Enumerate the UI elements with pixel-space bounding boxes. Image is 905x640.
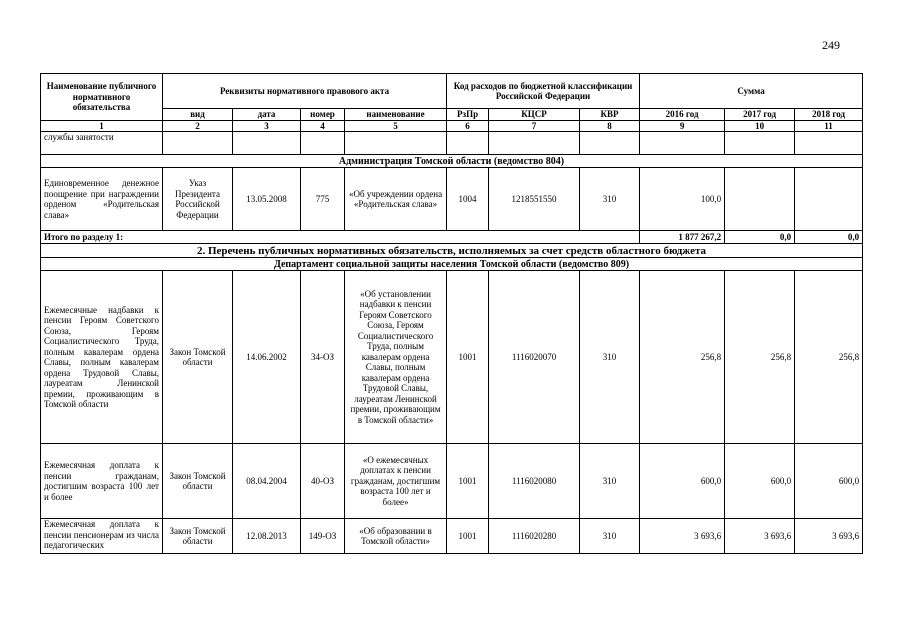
row-2-title: «О ежемесячных доплатах к пенсии гражданам, достигшим возраста 100 лет и более» [345,444,447,519]
total-row [41,231,863,244]
total-2017: 0,0 [725,231,795,244]
row-2-kcsr: 1116020080 [489,444,580,519]
row-3-rzpr: 1001 [447,519,489,554]
total-2018: 0,0 [795,231,863,244]
col-num-9: 9 [640,120,725,132]
header-type: вид [163,109,233,121]
header-name: Наименование публичного нормативного обязательства [41,74,163,121]
col-num-4: 4 [301,120,345,132]
row-1-name: Ежемесячные надбавки к пенсии Героям Советского Союза, Героям Социалистического Труда, полным кавалерам ордена Славы, полным кавалерам ордена Трудовой Славы, лауреатам Ленинской премии, проживающим в Томской области [41,271,163,444]
table-row-continued [41,132,863,155]
row-1-rzpr: 1001 [447,271,489,444]
row-1-date: 14.06.2002 [233,271,301,444]
row-1-title: «Об установлении надбавки к пенсии Героям Советского Союза, Героям Социалистического Труда, полным кавалерам ордена Славы, полным кавалерам ордена Трудовой Славы, лауреатам Ленинской премии, проживающим в Томской области» [345,271,447,444]
page-number: 249 [822,38,840,52]
table-row [41,271,863,444]
dept-section-row [41,258,863,271]
header-requisites: Реквизиты нормативного правового акта [163,74,447,109]
col-num-11: 11 [795,120,863,132]
header-row-main [41,74,863,109]
header-number: номер [301,109,345,121]
header-row-sub [41,109,863,121]
col-num-6: 6 [447,120,489,132]
row-3-2018: 3 693,6 [795,519,863,554]
header-date: дата [233,109,301,121]
col-num-10: 10 [725,120,795,132]
col-num-8: 8 [580,120,640,132]
admin-section-row [41,155,863,168]
table-row [41,444,863,519]
admin-section-title: Администрация Томской области (ведомство 804) [41,155,863,168]
total-label: Итого по разделу 1: [41,231,640,244]
row-3-date: 12.08.2013 [233,519,301,554]
row-1-2016: 256,8 [640,271,725,444]
header-kcsr: КЦСР [489,109,580,121]
row-admin-title: «Об учреждении ордена «Родительская слава» [345,168,447,231]
row-admin-2017 [725,168,795,231]
row-2-name: Ежемесячная доплата к пенсии гражданам, достигшим возраста 100 лет и более [41,444,163,519]
row-1-type: Закон Томской области [163,271,233,444]
column-numbers-row [41,120,863,132]
section2-title: 2. Перечень публичных нормативных обязательств, исполняемых за счет средств областного бюджета [41,244,863,258]
budget-table [40,73,863,554]
dept-section-title: Департамент социальной защиты населения Томской области (ведомство 809) [41,258,863,271]
header-kvr: КВР [580,109,640,121]
row-admin-rzpr: 1004 [447,168,489,231]
row-admin-kcsr: 1218551550 [489,168,580,231]
col-num-1: 1 [41,120,163,132]
row-2-type: Закон Томской области [163,444,233,519]
row-3-name: Ежемесячная доплата к пенсии пенсионерам из числа педагогических [41,519,163,554]
row-2-rzpr: 1001 [447,444,489,519]
header-2017: 2017 год [725,109,795,121]
row-2-2016: 600,0 [640,444,725,519]
row-admin-kvr: 310 [580,168,640,231]
header-title: наименование [345,109,447,121]
row-3-2017: 3 693,6 [725,519,795,554]
section2-row [41,244,863,258]
table-row [41,168,863,231]
col-num-3: 3 [233,120,301,132]
total-2016: 1 877 267,2 [640,231,725,244]
row-3-title: «Об образовании в Томской области» [345,519,447,554]
row-2-2018: 600,0 [795,444,863,519]
row-3-kcsr: 1116020280 [489,519,580,554]
row-1-kcsr: 1116020070 [489,271,580,444]
continued-name: службы занятости [41,132,163,155]
table-row [41,519,863,554]
row-admin-name: Единовременное денежное поощрение при награждении орденом «Родительская слава» [41,168,163,231]
row-admin-2018 [795,168,863,231]
header-2016: 2016 год [640,109,725,121]
row-3-2016: 3 693,6 [640,519,725,554]
col-num-2: 2 [163,120,233,132]
row-1-2017: 256,8 [725,271,795,444]
row-3-kvr: 310 [580,519,640,554]
row-3-number: 149-ОЗ [301,519,345,554]
row-1-kvr: 310 [580,271,640,444]
col-num-7: 7 [489,120,580,132]
row-admin-number: 775 [301,168,345,231]
row-admin-type: Указ Президента Российской Федерации [163,168,233,231]
row-2-number: 40-ОЗ [301,444,345,519]
col-num-5: 5 [345,120,447,132]
header-sum: Сумма [640,74,863,109]
row-2-2017: 600,0 [725,444,795,519]
row-admin-date: 13.05.2008 [233,168,301,231]
row-1-number: 34-ОЗ [301,271,345,444]
row-2-kvr: 310 [580,444,640,519]
header-2018: 2018 год [795,109,863,121]
row-3-type: Закон Томской области [163,519,233,554]
header-code: Код расходов по бюджетной классификации Российской Федерации [447,74,640,109]
row-1-2018: 256,8 [795,271,863,444]
row-admin-2016: 100,0 [640,168,725,231]
row-2-date: 08.04.2004 [233,444,301,519]
header-rzpr: РзПр [447,109,489,121]
